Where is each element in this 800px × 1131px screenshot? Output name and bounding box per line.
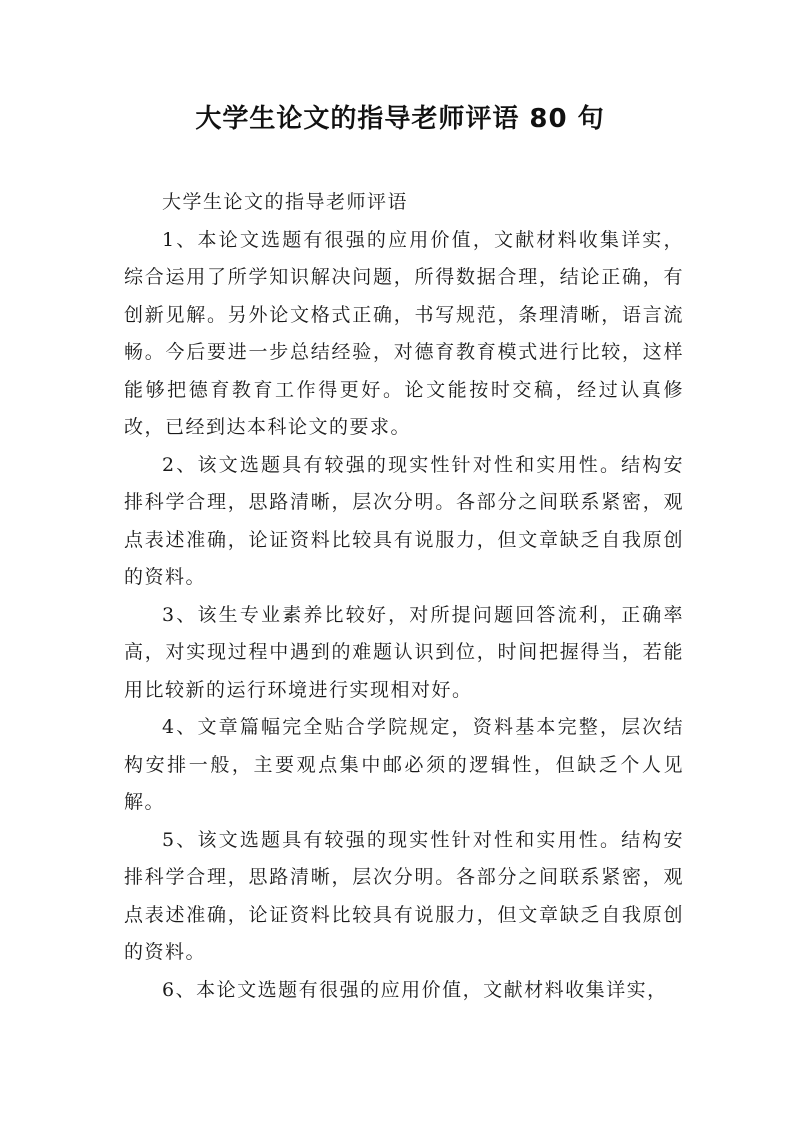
document-body [124,184,684,1009]
comment-paragraph-6: 6、本论文选题有很强的应用价值，文献材料收集详实， [162,978,668,1001]
comment-paragraph-3: 3、该生专业素养比较好，对所提问题回答流利，正确率高，对实现过程中遇到的难题认识到位，时间把握得当，若能用比较新的运行环境进行实现相对好。 [124,603,684,701]
comment-paragraph-1: 1、本论文选题有很强的应用价值，文献材料收集详实，综合运用了所学知识解决问题，所得数据合理，结论正确，有创新见解。另外论文格式正确，书写规范，条理清晰，语言流畅。今后要进一步总结经验，对德育教育模式进行比较，这样能够把德育教育工作得更好。论文能按时交稿，经过认真修改，已经到达本科论文的要求。 [124,228,684,438]
comment-paragraph-5: 5、该文选题具有较强的现实性针对性和实用性。结构安排科学合理，思路清晰，层次分明。各部分之间联系紧密，观点表述准确，论证资料比较具有说服力，但文章缺乏自我原创的资料。 [124,828,684,963]
section-heading: 大学生论文的指导老师评语 [162,191,409,213]
page-title: 大学生论文的指导老师评语 80 句 [195,104,605,134]
comment-paragraph-2: 2、该文选题具有较强的现实性针对性和实用性。结构安排科学合理，思路清晰，层次分明。各部分之间联系紧密，观点表述准确，论证资料比较具有说服力，但文章缺乏自我原创的资料。 [124,453,684,588]
comment-paragraph-4: 4、文章篇幅完全贴合学院规定，资料基本完整，层次结构安排一般，主要观点集中邮必须的逻辑性，但缺乏个人见解。 [124,716,684,813]
